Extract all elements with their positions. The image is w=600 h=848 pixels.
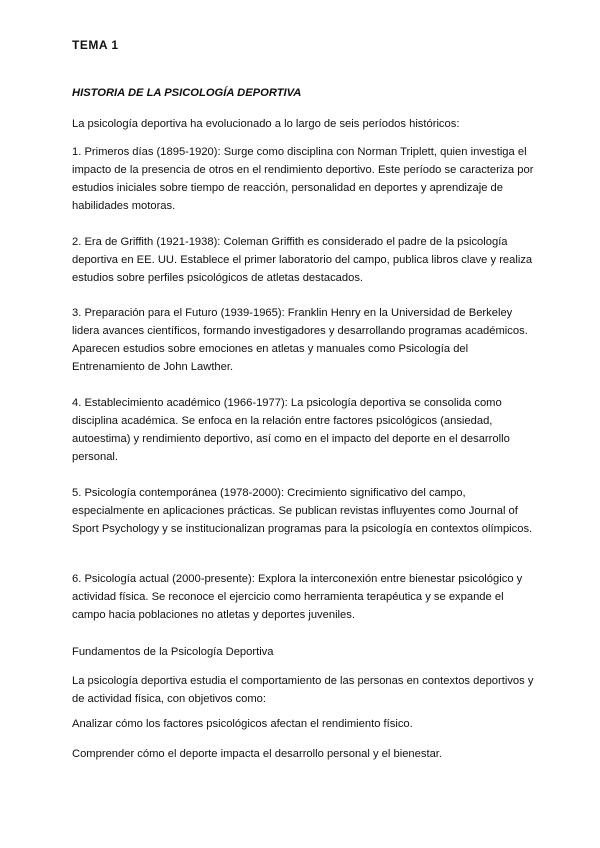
period-paragraph-6: 6. Psicología actual (2000-presente): Explora la interconexión entre bienestar psicológico y actividad física. Se reconoce el ejercicio como herramienta terapéutica y se expande el campo hacia poblaciones no atletas y deportes juveniles. xyxy=(72,573,523,621)
fundamentos-paragraph: La psicología deportiva estudia el comportamiento de las personas en contextos deportivos y de actividad física, con objetivos como: xyxy=(72,675,534,705)
period-paragraph-3: 3. Preparación para el Futuro (1939-1965): Franklin Henry en la Universidad de Berkeley lidera avances científicos, formando investigadores y desarrollando programas académicos. Aparecen estudios sobre emociones en atletas y manuales como Psicología del Entrenamiento de John Lawther. xyxy=(72,307,528,373)
period-paragraph-1: 1. Primeros días (1895-1920): Surge como disciplina con Norman Triplett, quien investiga el impacto de la presencia de otros en el rendimiento deportivo. Este período se caracteriza por estudios iniciales sobre tiempo de reacción, personalidad en deportes y aprendizaje de habilidades motoras. xyxy=(72,146,534,212)
period-paragraph-2: 2. Era de Griffith (1921-1938): Coleman Griffith es considerado el padre de la psicología deportiva en EE. UU. Establece el primer laboratorio del campo, publica libros clave y realiza estudios sobre perfiles psicológicos de atletas destacados. xyxy=(72,236,533,284)
objective-item-1: Analizar cómo los factores psicológicos afectan el rendimiento físico. xyxy=(72,718,413,730)
fundamentos-heading: Fundamentos de la Psicología Deportiva xyxy=(72,646,274,658)
period-paragraph-5: 5. Psicología contemporánea (1978-2000): Crecimiento significativo del campo, especialmente en aplicaciones prácticas. Se publican revistas influyentes como Journal of Sport Psychology y se institucionalizan programas para la psicología en contextos olímpicos. xyxy=(72,487,533,535)
topic-label: TEMA 1 xyxy=(72,38,119,52)
intro-paragraph: La psicología deportiva ha evolucionado a lo largo de seis períodos históricos: xyxy=(72,118,460,130)
objective-item-2: Comprender cómo el deporte impacta el desarrollo personal y el bienestar. xyxy=(72,748,443,760)
section-title: HISTORIA DE LA PSICOLOGÍA DEPORTIVA xyxy=(72,87,302,99)
period-paragraph-4: 4. Establecimiento académico (1966-1977): La psicología deportiva se consolida como disciplina académica. Se enfoca en la relación entre factores psicológicos (ansiedad, autoestima) y rendimiento deportivo, así como en el impacto del deporte en el desarrollo personal. xyxy=(72,397,510,463)
